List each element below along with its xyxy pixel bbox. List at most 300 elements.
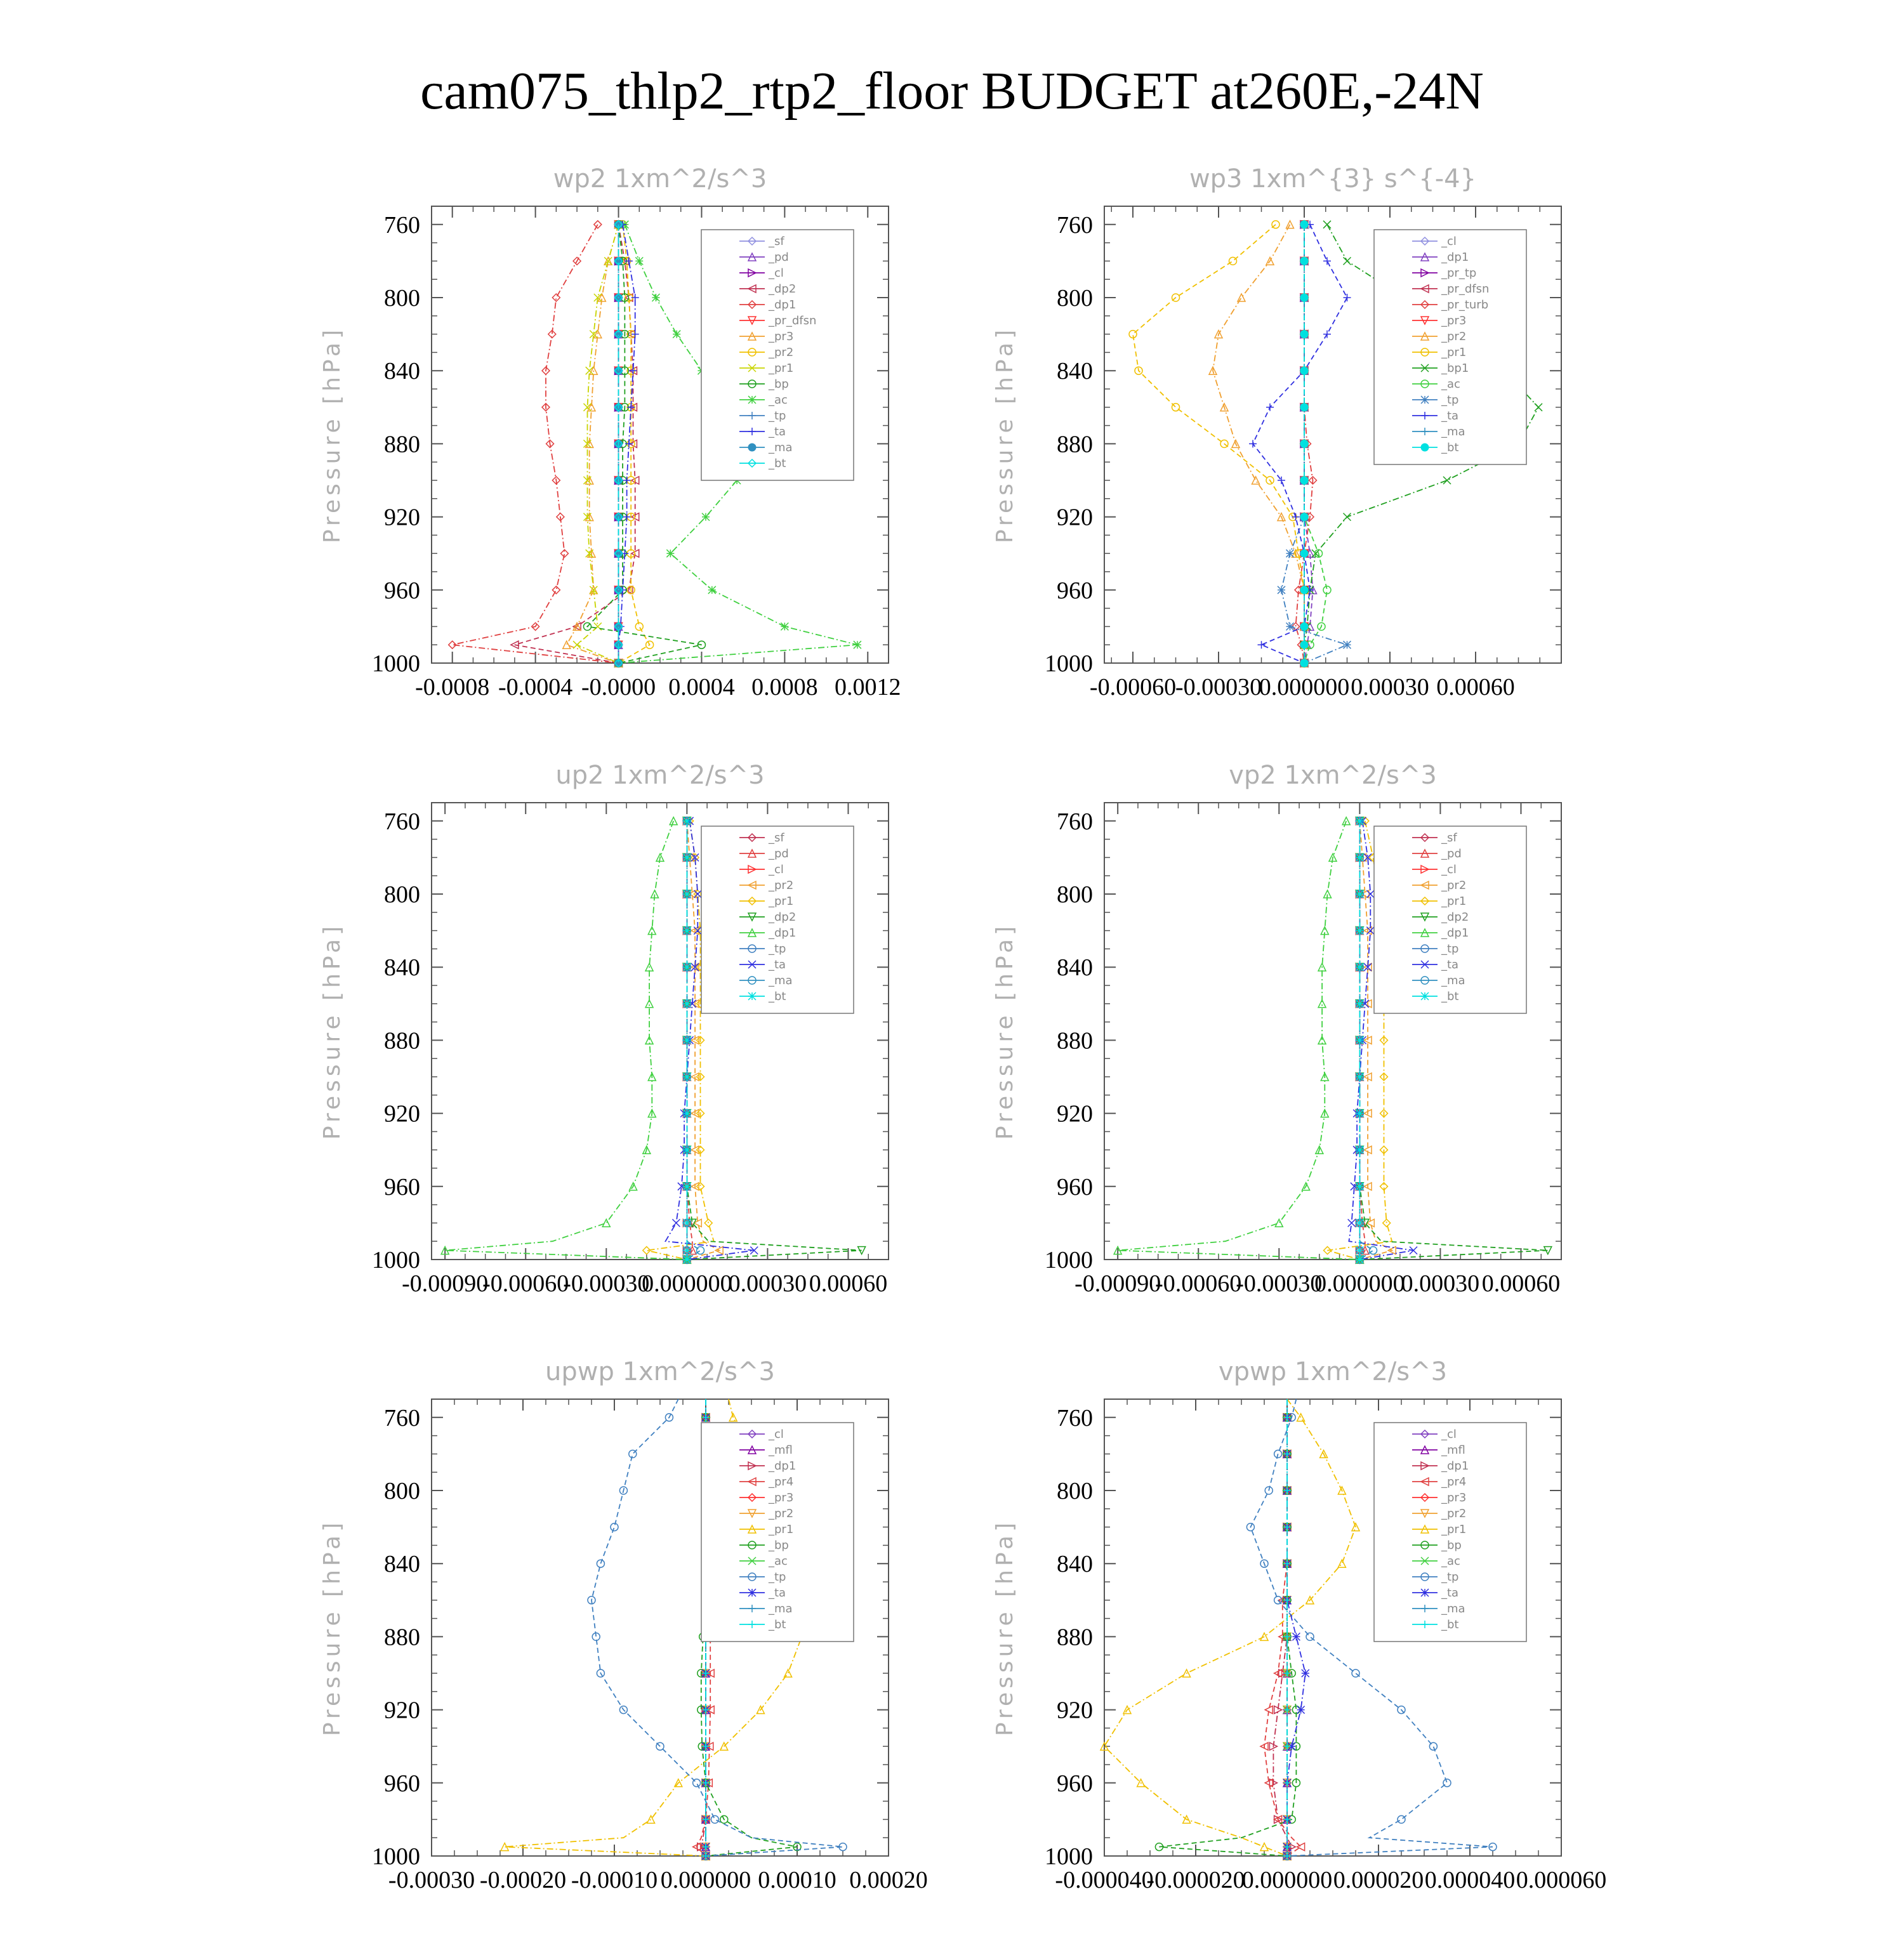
y-tick-label: 960	[1057, 1770, 1093, 1797]
legend-entry: _ta	[769, 1586, 786, 1600]
legend-entry: _ta	[1441, 1586, 1459, 1600]
legend-entry: _bp	[769, 1539, 789, 1552]
series-point-bt	[683, 927, 691, 935]
x-tick-label: 0.000020	[1333, 1867, 1424, 1893]
legend-entry: _bt	[1441, 990, 1459, 1003]
y-tick-label: 840	[384, 358, 420, 385]
series-point-bt	[1356, 1256, 1363, 1263]
legend-entry: _ta	[769, 425, 786, 438]
y-axis-label: Pressure [hPa]	[319, 1518, 345, 1737]
series-point-pr1	[1172, 404, 1180, 411]
legend-marker	[1421, 444, 1429, 451]
legend-entry: _bt	[1441, 441, 1459, 454]
x-tick-label: -0.00090	[402, 1270, 489, 1297]
y-tick-label: 920	[384, 1100, 420, 1128]
legend-entry: _tp	[769, 409, 786, 423]
legend-entry: _pr_tp	[1441, 267, 1477, 280]
y-tick-label: 920	[1057, 1100, 1093, 1128]
legend-entry: _sf	[1441, 831, 1457, 845]
legend-marker	[1421, 396, 1429, 404]
x-tick-label: 0.000000	[1314, 1270, 1405, 1297]
series-point-pr2	[635, 622, 643, 630]
series-point-ac	[708, 586, 716, 594]
series-point-pr1	[573, 641, 581, 648]
legend-entry: _cl	[769, 267, 784, 280]
y-tick-label: 1000	[372, 1247, 420, 1273]
legend-entry: _pr1	[769, 362, 794, 375]
series-point-bt	[683, 1146, 691, 1154]
y-tick-label: 960	[384, 577, 420, 604]
legend-entry: _dp2	[1441, 911, 1469, 924]
series-point-bt	[1356, 1000, 1363, 1008]
series-point-ac	[673, 331, 680, 338]
y-tick-label: 760	[1057, 211, 1093, 239]
series-point-bt	[1300, 221, 1308, 228]
panel-title: vpwp 1xm^2/s^3	[1218, 1357, 1448, 1386]
legend-entry: _ma	[1441, 425, 1465, 438]
legend-entry: _pd	[1441, 847, 1462, 860]
series-point-ta	[1297, 1706, 1305, 1714]
y-axis-label: Pressure [hPa]	[319, 922, 345, 1140]
figure-title: cam075_thlp2_rtp2_floor BUDGET at260E,-24N	[420, 62, 1484, 121]
series-point-pr1	[1338, 1560, 1345, 1567]
series-point-bt	[1300, 294, 1308, 301]
legend-entry: _dp1	[1441, 1459, 1469, 1473]
legend-entry: _tp	[1441, 393, 1459, 407]
series-point-ac	[781, 622, 788, 630]
legend-entry: _ta	[1441, 409, 1459, 423]
series-point-bt	[1300, 440, 1308, 447]
legend-entry: _pr2	[1441, 879, 1467, 892]
series-point-ac	[702, 513, 710, 521]
legend-entry: _sf	[769, 831, 784, 845]
series-point-dp1	[552, 294, 560, 301]
series-point-ma	[697, 1247, 704, 1254]
chart-wp3	[971, 159, 1669, 755]
series-point-tp	[1352, 1669, 1359, 1677]
y-tick-label: 760	[1057, 1404, 1093, 1431]
legend-entry: _pr2	[1441, 330, 1467, 343]
y-tick-label: 800	[1057, 1478, 1093, 1504]
legend-marker	[1421, 1589, 1429, 1596]
y-axis-label: Pressure [hPa]	[319, 326, 345, 544]
series-point-ta	[623, 477, 631, 484]
series-point-ta	[1292, 1633, 1300, 1640]
y-tick-label: 1000	[1045, 650, 1093, 677]
legend-entry: _tp	[1441, 942, 1459, 956]
series-line-dp1	[445, 821, 687, 1260]
series-point-pr2	[1238, 294, 1245, 301]
legend-entry: _ma	[769, 441, 793, 454]
panel-title: wp3 1xm^{3} s^{-4}	[1189, 164, 1477, 194]
y-tick-label: 880	[1057, 1027, 1093, 1055]
legend-marker	[748, 444, 756, 451]
series-point-bt	[1356, 1036, 1363, 1044]
panel-vpwp	[971, 1352, 1669, 1948]
y-tick-label: 800	[1057, 285, 1093, 312]
legend-marker	[748, 396, 756, 404]
x-tick-label: -0.00030	[1175, 674, 1262, 701]
series-point-bt	[1300, 586, 1308, 594]
panel-upwp	[298, 1352, 996, 1948]
y-tick-label: 800	[1057, 881, 1093, 908]
series-point-bp1	[1323, 221, 1331, 228]
x-tick-label: 0.00060	[1436, 674, 1515, 701]
legend-entry: _bt	[769, 1618, 786, 1631]
legend-entry: _cl	[769, 863, 784, 876]
series-point-tp	[629, 1450, 637, 1458]
series-point-bt	[1300, 477, 1308, 484]
x-tick-label: -0.0000	[581, 674, 656, 701]
legend-entry: _mfl	[1441, 1444, 1465, 1457]
y-tick-label: 760	[384, 1404, 420, 1431]
y-tick-label: 1000	[1045, 1247, 1093, 1273]
series-point-pr1	[1229, 257, 1237, 265]
series-point-ta	[1348, 1219, 1356, 1227]
legend-entry: _dp2	[769, 911, 797, 924]
legend-entry: _dp1	[769, 926, 797, 940]
series-point-tp	[1278, 586, 1285, 594]
series-point-tp	[1398, 1815, 1405, 1823]
y-tick-label: 1000	[372, 1843, 420, 1870]
legend-entry: _tp	[769, 942, 786, 956]
panel-up2	[298, 755, 996, 1352]
series-point-pr3	[563, 641, 571, 648]
legend-entry: _pr2	[769, 879, 794, 892]
panel-title: upwp 1xm^2/s^3	[545, 1357, 775, 1386]
x-tick-label: 0.000000	[642, 1270, 732, 1297]
y-tick-label: 960	[1057, 1173, 1093, 1201]
series-point-tp	[1286, 622, 1294, 630]
series-point-ta	[1258, 641, 1266, 648]
y-tick-label: 800	[384, 881, 420, 908]
series-line-pr1	[1133, 225, 1304, 663]
legend-entry: _sf	[769, 235, 784, 248]
series-point-bt	[1300, 367, 1308, 374]
x-tick-label: 0.000040	[1424, 1867, 1516, 1893]
series-point-bt	[683, 1110, 691, 1117]
series-point-bt	[683, 1036, 691, 1044]
x-tick-label: 0.000000	[1259, 674, 1350, 701]
panel-wp2	[298, 159, 996, 755]
legend-entry: _mfl	[769, 1444, 793, 1457]
chart-up2	[298, 755, 996, 1352]
y-tick-label: 960	[384, 1173, 420, 1201]
series-point-bp1	[1344, 513, 1351, 521]
x-tick-label: 0.00030	[1351, 674, 1429, 701]
legend-entry: _pr3	[769, 330, 794, 343]
legend-entry: _dp2	[769, 282, 797, 296]
x-tick-label: -0.0004	[498, 674, 573, 701]
series-point-bt	[683, 1073, 691, 1081]
y-tick-label: 840	[1057, 1551, 1093, 1578]
series-point-ac	[635, 257, 643, 265]
legend-entry: _pr_dfsn	[1441, 282, 1490, 296]
legend-marker	[748, 992, 756, 1000]
y-axis-label: Pressure [hPa]	[992, 326, 1018, 544]
legend-entry: _pr3	[1441, 1491, 1467, 1504]
series-point-dp1	[552, 586, 560, 594]
series-line-bp	[1159, 1399, 1296, 1856]
legend-entry: _pr4	[1441, 1475, 1467, 1489]
series-point-bt	[683, 1000, 691, 1008]
series-point-bt	[683, 1183, 691, 1190]
panel-title: vp2 1xm^2/s^3	[1229, 761, 1437, 790]
legend-entry: _pr2	[1441, 1507, 1467, 1520]
panel-title: wp2 1xm^2/s^3	[553, 164, 767, 194]
series-point-bp1	[1344, 257, 1351, 265]
x-tick-label: -0.00060	[1155, 1270, 1242, 1297]
x-tick-label: 0.000000	[660, 1867, 751, 1893]
legend-entry: _ac	[769, 393, 788, 407]
series-point-ta	[1302, 1669, 1309, 1677]
y-tick-label: 880	[384, 1624, 420, 1651]
legend-entry: _pr1	[769, 1523, 794, 1536]
legend-entry: _pd	[769, 847, 789, 860]
series-point-dp1	[594, 221, 602, 228]
y-tick-label: 880	[384, 1027, 420, 1055]
legend-entry: _bp	[769, 378, 789, 391]
series-point-tp	[693, 1779, 701, 1787]
chart-upwp	[298, 1352, 996, 1948]
panel-vp2	[971, 755, 1669, 1352]
y-axis-label: Pressure [hPa]	[992, 922, 1018, 1140]
series-point-bt	[1356, 1110, 1363, 1117]
series-point-bt	[683, 853, 691, 861]
x-tick-label: 0.00020	[849, 1867, 928, 1893]
x-tick-label: -0.0008	[415, 674, 490, 701]
panel-title: up2 1xm^2/s^3	[555, 761, 765, 790]
legend-entry: _ac	[1441, 378, 1460, 391]
x-tick-label: 0.0012	[835, 674, 901, 701]
y-tick-label: 840	[1057, 358, 1093, 385]
series-point-tp	[611, 1524, 618, 1531]
y-tick-label: 960	[1057, 577, 1093, 604]
series-point-tp	[1443, 1779, 1451, 1787]
series-point-pr1	[1260, 1843, 1268, 1851]
series-point-tp	[1306, 1633, 1314, 1640]
legend-entry: _cl	[769, 1428, 784, 1441]
series-point-bt	[683, 817, 691, 825]
y-tick-label: 880	[1057, 1624, 1093, 1651]
legend-entry: _bt	[769, 457, 786, 470]
series-point-pr1	[1272, 221, 1279, 228]
legend-entry: _dp1	[1441, 251, 1469, 264]
y-tick-label: 760	[1057, 808, 1093, 835]
series-point-ta	[672, 1219, 680, 1227]
series-line-dp1	[453, 225, 619, 663]
y-tick-label: 880	[1057, 431, 1093, 458]
series-point-tp	[1344, 641, 1351, 648]
legend-entry: _pr_dfsn	[769, 314, 817, 327]
legend-entry: _dp1	[769, 1459, 797, 1473]
series-point-ta	[1344, 294, 1351, 301]
series-point-ta	[1249, 440, 1257, 447]
y-tick-label: 880	[384, 431, 420, 458]
series-point-bt	[1300, 257, 1308, 265]
legend-entry: _ac	[1441, 1555, 1460, 1568]
y-tick-label: 760	[384, 808, 420, 835]
series-point-bp1	[1443, 477, 1451, 484]
legend-entry: _cl	[1441, 1428, 1457, 1441]
series-point-ac	[652, 294, 659, 301]
legend-entry: _pr3	[769, 1491, 794, 1504]
legend-entry: _pr_turb	[1441, 298, 1489, 312]
chart-vp2	[971, 755, 1669, 1352]
series-point-bt	[1356, 1146, 1363, 1154]
series-point-bt	[1356, 853, 1363, 861]
series-point-ma	[1370, 1247, 1377, 1254]
series-point-pr2	[1252, 477, 1260, 484]
y-tick-label: 840	[384, 954, 420, 982]
series-point-bt	[1300, 404, 1308, 411]
series-point-bt	[683, 963, 691, 971]
x-tick-label: -0.00060	[482, 1270, 569, 1297]
series-line-pr1	[577, 225, 618, 663]
series-point-ta	[1266, 404, 1274, 411]
series-point-bt	[1356, 1183, 1363, 1190]
series-line-pr1	[1104, 1399, 1356, 1856]
series-point-bt	[1356, 927, 1363, 935]
legend-entry: _pr1	[1441, 895, 1467, 908]
series-point-pr2	[1286, 221, 1294, 228]
series-line-pr3	[567, 225, 619, 663]
legend-entry: _pd	[769, 251, 789, 264]
x-tick-label: 0.0008	[751, 674, 818, 701]
legend-entry: _tp	[1441, 1570, 1459, 1584]
legend-entry: _dp1	[1441, 926, 1469, 940]
x-tick-label: 0.00030	[1401, 1270, 1480, 1297]
series-point-bt	[1356, 890, 1363, 898]
series-point-bt	[1300, 641, 1308, 648]
x-tick-label: -0.00010	[571, 1867, 658, 1893]
y-tick-label: 840	[1057, 954, 1093, 982]
legend-entry: _bt	[1441, 1618, 1459, 1631]
series-point-bt	[1300, 659, 1308, 667]
series-point-dp1	[602, 1219, 610, 1227]
x-tick-label: -0.00020	[479, 1867, 567, 1893]
legend-entry: _bt	[769, 990, 786, 1003]
series-point-bt	[1356, 1073, 1363, 1081]
series-point-ta	[1323, 257, 1331, 265]
y-axis-label: Pressure [hPa]	[992, 1518, 1018, 1737]
x-tick-label: 0.0004	[668, 674, 735, 701]
legend-entry: _bp1	[1441, 362, 1469, 375]
y-tick-label: 960	[384, 1770, 420, 1797]
y-tick-label: 840	[384, 1551, 420, 1578]
legend-entry: _pr1	[1441, 1523, 1467, 1536]
series-point-tp	[711, 1815, 718, 1823]
series-point-bt	[1356, 1219, 1363, 1227]
y-tick-label: 800	[384, 1478, 420, 1504]
series-line-tp	[1281, 225, 1347, 663]
series-line-bp	[588, 225, 702, 663]
y-tick-label: 920	[384, 1697, 420, 1724]
x-tick-label: -0.000020	[1146, 1867, 1245, 1893]
series-point-ta	[1292, 513, 1300, 521]
series-point-bt	[1300, 331, 1308, 338]
x-tick-label: 0.00060	[809, 1270, 888, 1297]
series-point-ta	[629, 367, 637, 374]
x-tick-label: -0.00030	[1236, 1270, 1323, 1297]
series-line-dp1	[1118, 821, 1359, 1260]
legend-entry: _pr4	[769, 1475, 794, 1489]
series-point-ac	[854, 641, 861, 648]
series-point-bt	[683, 890, 691, 898]
chart-vpwp	[971, 1352, 1669, 1948]
legend-entry: _pr3	[1441, 314, 1467, 327]
legend-entry: _ta	[1441, 958, 1459, 971]
x-tick-label: 0.000000	[1241, 1867, 1333, 1893]
series-point-dp1	[1275, 1219, 1283, 1227]
series-point-bt	[1356, 963, 1363, 971]
y-tick-label: 800	[384, 285, 420, 312]
series-point-ta	[623, 513, 631, 521]
y-tick-label: 920	[1057, 504, 1093, 531]
legend-entry: _pr2	[769, 346, 794, 359]
y-tick-label: 920	[1057, 1697, 1093, 1724]
legend-entry: _cl	[1441, 863, 1457, 876]
x-tick-label: -0.000040	[1055, 1867, 1154, 1893]
series-point-bt	[1300, 550, 1308, 557]
x-tick-label: -0.00030	[563, 1270, 650, 1297]
y-tick-label: 760	[384, 211, 420, 239]
legend-entry: _bp	[1441, 1539, 1462, 1552]
chart-wp2	[298, 159, 996, 755]
series-point-bt	[1356, 817, 1363, 825]
series-point-bp1	[1535, 404, 1542, 411]
legend-entry: _pr1	[769, 895, 794, 908]
legend-entry: _tp	[769, 1570, 786, 1584]
legend-entry: _ma	[769, 974, 793, 987]
series-point-bt	[683, 1256, 691, 1263]
series-point-pr1	[1297, 1414, 1305, 1421]
panel-wp3	[971, 159, 1669, 755]
legend-entry: _pr1	[1441, 346, 1467, 359]
series-point-bt	[683, 1219, 691, 1227]
x-tick-label: -0.00090	[1074, 1270, 1161, 1297]
legend-entry: _ac	[769, 1555, 788, 1568]
series-point-ac	[666, 550, 674, 557]
legend-marker	[748, 1589, 756, 1596]
series-point-bt	[1300, 513, 1308, 521]
x-tick-label: 0.00060	[1481, 1270, 1561, 1297]
x-tick-label: 0.000060	[1516, 1867, 1607, 1893]
legend-entry: _pr2	[769, 1507, 794, 1520]
x-tick-label: -0.00030	[388, 1867, 475, 1893]
series-point-ta	[1323, 331, 1331, 338]
y-tick-label: 920	[384, 504, 420, 531]
y-tick-label: 1000	[1045, 1843, 1093, 1870]
legend-entry: _ma	[769, 1602, 793, 1616]
legend-entry: _ma	[1441, 1602, 1465, 1616]
legend-marker	[1421, 992, 1429, 1000]
series-point-ta	[625, 440, 633, 447]
legend-entry: _cl	[1441, 235, 1457, 248]
x-tick-label: 0.00030	[728, 1270, 807, 1297]
y-tick-label: 1000	[372, 650, 420, 677]
series-line-dp1	[1273, 1399, 1292, 1856]
series-point-bt	[1356, 1247, 1363, 1254]
x-tick-label: -0.00060	[1089, 674, 1177, 701]
legend-entry: _ma	[1441, 974, 1465, 987]
series-point-pr1	[1383, 1219, 1391, 1227]
x-tick-label: 0.00010	[758, 1867, 836, 1893]
series-line-pr2	[1213, 225, 1304, 663]
series-point-bt	[683, 1247, 691, 1254]
series-point-bt	[1300, 622, 1308, 630]
series-point-tp	[1286, 550, 1294, 557]
